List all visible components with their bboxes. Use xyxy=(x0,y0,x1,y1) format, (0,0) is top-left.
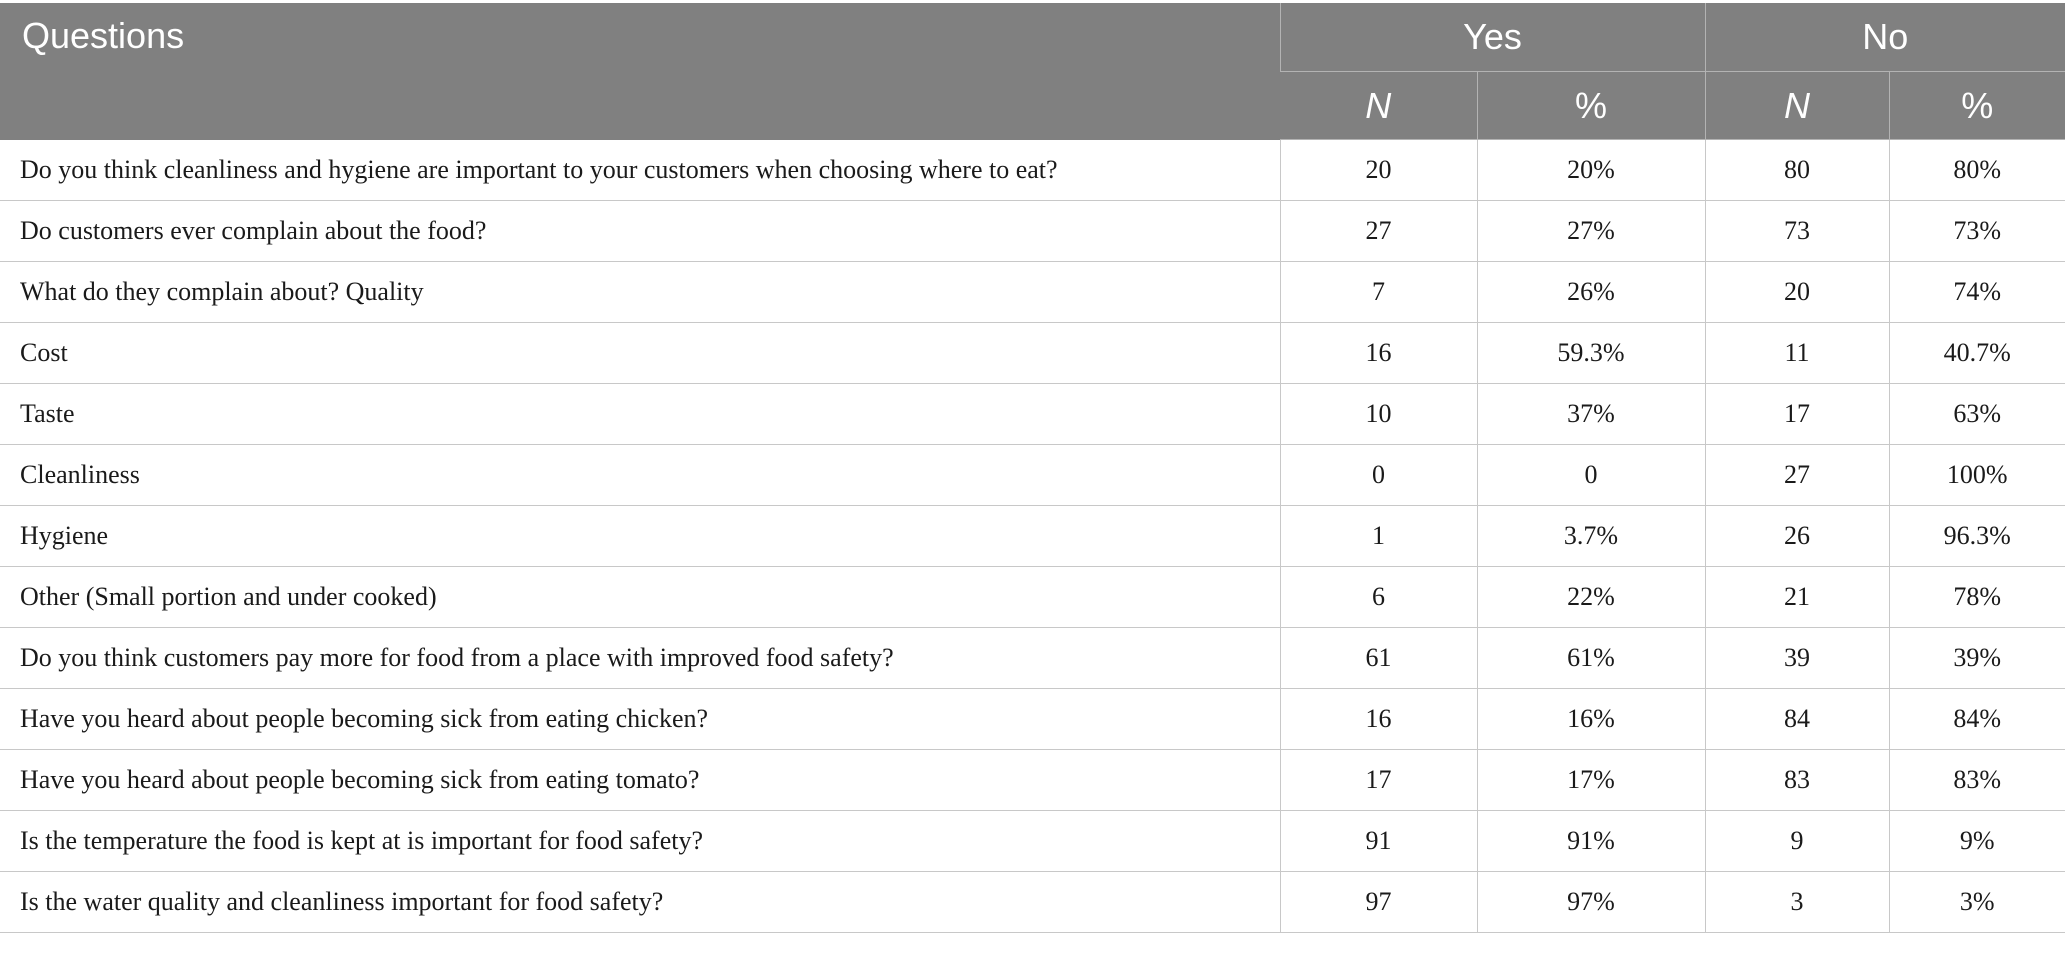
yes-pct-cell: 22% xyxy=(1477,567,1705,628)
no-pct-cell: 83% xyxy=(1889,750,2065,811)
no-pct-cell: 40.7% xyxy=(1889,323,2065,384)
yes-n-cell: 6 xyxy=(1280,567,1477,628)
no-pct-cell: 63% xyxy=(1889,384,2065,445)
table-row xyxy=(0,201,2065,262)
no-n-cell: 73 xyxy=(1705,201,1889,262)
table-row xyxy=(0,140,2065,201)
yes-pct-cell: 97% xyxy=(1477,872,1705,933)
yes-pct-cell: 3.7% xyxy=(1477,506,1705,567)
table-row xyxy=(0,262,2065,323)
question-cell: Other (Small portion and under cooked) xyxy=(0,567,1280,628)
question-cell: What do they complain about? Quality xyxy=(0,262,1280,323)
yes-n-cell: 20 xyxy=(1280,140,1477,201)
no-n-header: N xyxy=(1705,72,1889,140)
question-cell: Do you think customers pay more for food from a place with improved food safety? xyxy=(0,628,1280,689)
question-cell: Have you heard about people becoming sick from eating tomato? xyxy=(0,750,1280,811)
yes-n-cell: 10 xyxy=(1280,384,1477,445)
no-pct-cell: 9% xyxy=(1889,811,2065,872)
question-cell: Hygiene xyxy=(0,506,1280,567)
no-pct-cell: 100% xyxy=(1889,445,2065,506)
yes-pct-cell: 27% xyxy=(1477,201,1705,262)
no-pct-cell: 3% xyxy=(1889,872,2065,933)
yes-pct-cell: 61% xyxy=(1477,628,1705,689)
yes-n-cell: 16 xyxy=(1280,323,1477,384)
yes-pct-cell: 20% xyxy=(1477,140,1705,201)
no-pct-header: % xyxy=(1889,72,2065,140)
no-n-cell: 27 xyxy=(1705,445,1889,506)
no-n-cell: 17 xyxy=(1705,384,1889,445)
no-n-cell: 83 xyxy=(1705,750,1889,811)
yes-pct-cell: 0 xyxy=(1477,445,1705,506)
table-row xyxy=(0,872,2065,933)
no-n-cell: 11 xyxy=(1705,323,1889,384)
no-n-cell: 9 xyxy=(1705,811,1889,872)
yes-n-cell: 7 xyxy=(1280,262,1477,323)
table-row xyxy=(0,628,2065,689)
yes-pct-cell: 16% xyxy=(1477,689,1705,750)
yes-pct-cell: 17% xyxy=(1477,750,1705,811)
yes-group-header: Yes xyxy=(1280,3,1705,72)
yes-pct-cell: 26% xyxy=(1477,262,1705,323)
question-cell: Do customers ever complain about the food? xyxy=(0,201,1280,262)
no-pct-cell: 80% xyxy=(1889,140,2065,201)
yes-n-cell: 27 xyxy=(1280,201,1477,262)
yes-n-cell: 1 xyxy=(1280,506,1477,567)
survey-results-table xyxy=(0,3,2065,933)
no-n-cell: 84 xyxy=(1705,689,1889,750)
yes-pct-cell: 91% xyxy=(1477,811,1705,872)
no-pct-cell: 73% xyxy=(1889,201,2065,262)
no-pct-cell: 39% xyxy=(1889,628,2065,689)
table-row xyxy=(0,750,2065,811)
question-cell: Cost xyxy=(0,323,1280,384)
yes-n-cell: 61 xyxy=(1280,628,1477,689)
yes-n-cell: 0 xyxy=(1280,445,1477,506)
no-pct-cell: 74% xyxy=(1889,262,2065,323)
table-row xyxy=(0,323,2065,384)
yes-pct-cell: 37% xyxy=(1477,384,1705,445)
no-n-cell: 26 xyxy=(1705,506,1889,567)
no-pct-cell: 78% xyxy=(1889,567,2065,628)
no-n-cell: 21 xyxy=(1705,567,1889,628)
table-row xyxy=(0,689,2065,750)
yes-n-header: N xyxy=(1280,72,1477,140)
yes-n-cell: 91 xyxy=(1280,811,1477,872)
question-cell: Have you heard about people becoming sick from eating chicken? xyxy=(0,689,1280,750)
table-row xyxy=(0,567,2065,628)
table-row xyxy=(0,811,2065,872)
table-header xyxy=(0,3,2065,140)
yes-n-cell: 17 xyxy=(1280,750,1477,811)
yes-n-cell: 97 xyxy=(1280,872,1477,933)
question-cell: Do you think cleanliness and hygiene are important to your customers when choosing where to eat? xyxy=(0,140,1280,201)
no-n-cell: 20 xyxy=(1705,262,1889,323)
no-n-cell: 3 xyxy=(1705,872,1889,933)
question-cell: Is the water quality and cleanliness important for food safety? xyxy=(0,872,1280,933)
yes-pct-header: % xyxy=(1477,72,1705,140)
question-cell: Is the temperature the food is kept at is important for food safety? xyxy=(0,811,1280,872)
question-cell: Cleanliness xyxy=(0,445,1280,506)
no-pct-cell: 84% xyxy=(1889,689,2065,750)
no-n-cell: 80 xyxy=(1705,140,1889,201)
question-cell: Taste xyxy=(0,384,1280,445)
table-row xyxy=(0,384,2065,445)
no-n-cell: 39 xyxy=(1705,628,1889,689)
no-pct-cell: 96.3% xyxy=(1889,506,2065,567)
questions-header: Questions xyxy=(0,3,1280,140)
no-group-header: No xyxy=(1705,3,2065,72)
yes-pct-cell: 59.3% xyxy=(1477,323,1705,384)
table-body xyxy=(0,140,2065,933)
table-row xyxy=(0,445,2065,506)
table-row xyxy=(0,506,2065,567)
yes-n-cell: 16 xyxy=(1280,689,1477,750)
